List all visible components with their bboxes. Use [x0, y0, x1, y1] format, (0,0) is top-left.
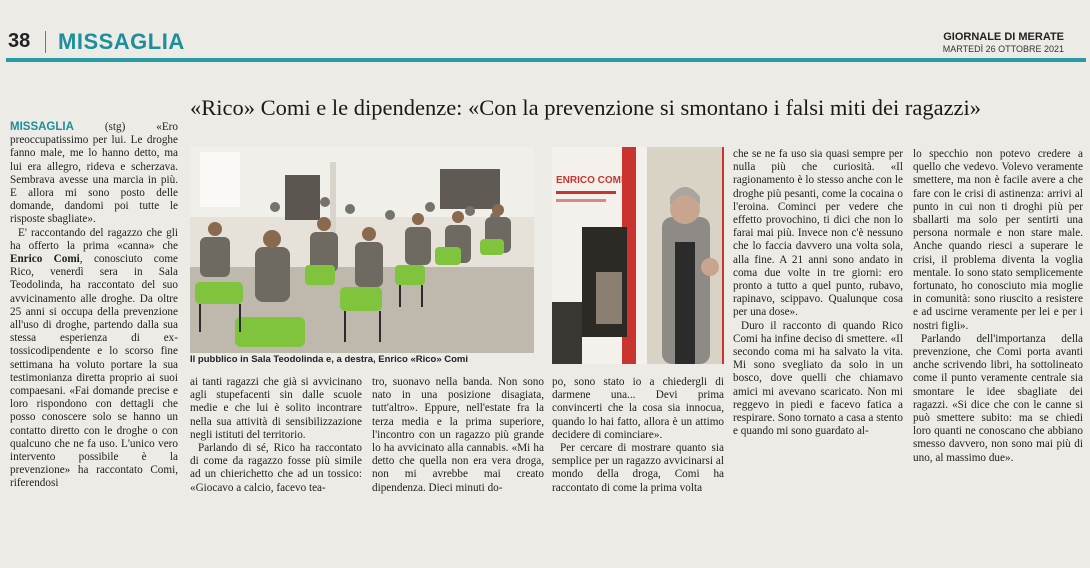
article-column-2: [190, 376, 362, 495]
audience-photo: [190, 147, 534, 353]
article-column-1: [10, 121, 178, 491]
article-column-3: [372, 376, 544, 495]
speaker-photo: [552, 147, 724, 364]
paragraph: Parlando dell'importanza della prevenzione, che Comi porta avanti anche scrivendo libri, ha sottolineato come il punto veramente centrale sia smontare le idee sbagliate dei ragazzi. «Si dice che con le canne si può smettere subito: ma se chiedi loro quanti ne conoscano che abbiano smesso davvero, non sono mai più di uno, al massimo due».: [913, 332, 1083, 464]
paragraph-text: E' raccontando del ragazzo che gli ha offerto la prima «canna» che: [10, 226, 178, 252]
article-column-4: [552, 376, 724, 495]
section-title: MISSAGLIA: [58, 29, 185, 54]
paragraph: lo specchio non potevo credere a quello che vedevo. Volevo veramente smettere, ma non è facile avere a che fare con le crisi di astinenza: arrivi al punto in cui non ti droghi più per sballarti ma solo per sentirti una persona normale e non stare male. Anche quando riesci a superare le crisi, il problema diventa la voglia mentale. Io sono stato semplicemente fortunato, ho conosciuto mia moglie in comunità: sono riuscito a resistere e ad uscirne veramente per lei e per i nostri figli».: [913, 148, 1083, 332]
person-name: Enrico Comi: [10, 253, 80, 266]
lead-paragraph: [10, 121, 178, 227]
paragraph-text: , conosciuto come Rico, venerdì sera in Sala Teodolinda, ha raccontato del suo avvicinamento alle droghe. Da oltre 25 anni si occupa della prevenzione all'uso di droghe, partendo dalla sua stessa esperienza di ex-tossicodipendente e lo scorso fine settimana ha voluto portare la sua testimonianza diretta proprio ai suoi compaesani. «Fai domande precise e loro rispondono con dettagli che posso conoscere solo se hanno un contatto diretto con le droghe o con qualcuno che ne fa uso. L'unico vero intervento possibile è la prevenzione» ha raccontato Comi, riferendosi: [10, 253, 178, 490]
paragraph: ai tanti ragazzi che già si avvicinano agli stupefacenti sin dalle scuole medie e che lui è solito incontrare nella sua attività di sensibilizzazione negli istituti del territorio.: [190, 376, 362, 441]
masthead: GIORNALE DI MERATE: [943, 31, 1064, 43]
article-headline: «Rico» Comi e le dipendenze: «Con la prevenzione si smontano i falsi miti dei ragazzi»: [190, 95, 982, 120]
issue-date: MARTEDÌ 26 OTTOBRE 2021: [942, 44, 1064, 54]
paragraph: po, sono stato io a chiedergli di darmene una... Devi prima convincerti che la cosa sia innocua, quando lo hai fatto, allora è un attimo decidere di cominciare».: [552, 376, 724, 441]
paragraph: tro, suonavo nella banda. Non sono nato in una posizione disagiata, tutt'altro». Eppure, nell'estate fra la terza media e la prima superiore, l'incontro con un ragazzo più grande lo ha avvicinato alla cannabis. «Mi ha detto che quella non era vera droga, non mi avrebbe mai creato dipendenza. Dieci minuti do-: [372, 376, 544, 494]
paragraph: Per cercare di mostrare quanto sia semplice per un ragazzo avvicinarsi al mondo della droga, Comi ha raccontato di come la prima volta: [552, 442, 724, 494]
photo-caption: Il pubblico in Sala Teodolinda e, a destra, Enrico «Rico» Comi: [190, 354, 469, 365]
article-column-5: [733, 148, 903, 438]
poster-name: ENRICO COMI: [556, 175, 624, 186]
page-number: 38: [8, 30, 31, 52]
dateline-kicker: MISSAGLIA: [10, 121, 74, 133]
paragraph: [10, 227, 178, 491]
paragraph: che se ne fa uso sia quasi sempre per nulla più che curiosità. «Il ragionamento è lo stesso anche con le droghe più pesanti, come la cocaina o l'eroina. Cominci per vedere che effetto provochino, ti dici che non lo farai mai più. Invece non c'è nessuno che lo faccia davvero una volta sola, alla fine. A 21 anni sono andato in coma due volte in tre giorni: ero pronto a tutto a quel punto, rubavo, rapinavo, scippavo. Qualunque cosa per una dose».: [733, 148, 903, 319]
paragraph: Parlando di sé, Rico ha raccontato di come da ragazzo fosse più simile ad un chierichetto che ad un tossico: «Giocavo a calcio, facevo tea-: [190, 442, 362, 494]
header-rule: [6, 58, 1086, 62]
paragraph: Duro il racconto di quando Rico Comi ha infine deciso di smettere. «Il secondo coma mi ha salvato la vita. Mi sono svegliato da solo in un bosco, dove quelli che chiamavo amici mi avevano scaricato. Non mi reggevo in piedi e facevo fatica a respirare. Sono tornato a casa a stento e quando mi sono guardato al-: [733, 319, 903, 438]
lead-text: «Ero preoccupatissimo per lui. Le droghe fanno male, me lo hanno detto, ma lui era allegro, rideva e scherzava. Sembrava avesse una marcia in più. E allora mi sono posto delle domande, dandomi poi tutte le risposte sbagliate».: [10, 121, 178, 226]
article-column-6: [913, 148, 1083, 465]
header-divider: [45, 31, 46, 53]
byline: (stg): [73, 121, 157, 133]
